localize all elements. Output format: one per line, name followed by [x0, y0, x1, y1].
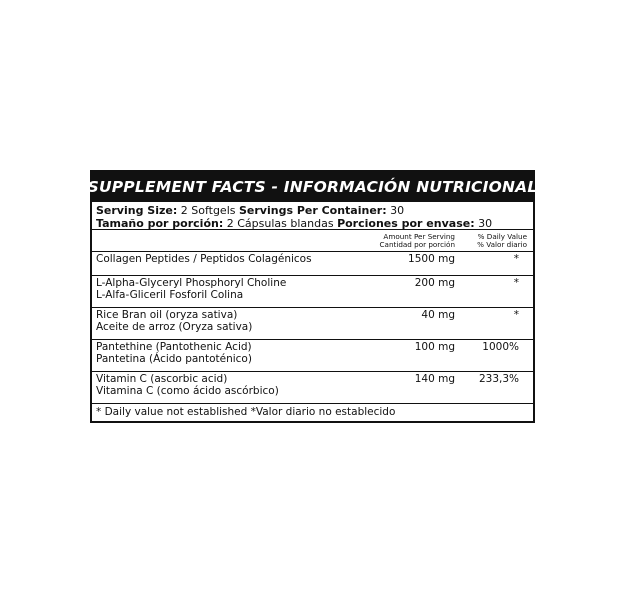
nutrient-name: Vitamin C (ascorbic acid) — [96, 373, 228, 385]
servings-per-container-label: Servings Per Container: — [238, 204, 387, 217]
dv-header-en: % Daily Value — [477, 232, 527, 241]
amount-header-en: Amount Per Serving — [383, 232, 455, 241]
nutrient-name-es: Pantetina (Ácido pantoténico) — [96, 353, 252, 365]
nutrient-row — [92, 340, 533, 372]
serving-line-es — [96, 217, 529, 230]
serving-size-value: 2 Softgels — [177, 204, 239, 217]
supplement-facts-label — [87, 170, 538, 423]
serving-size-value-es: 2 Cápsulas blandas — [223, 217, 338, 230]
footnote: * Daily value not established *Valor diario no establecido — [96, 406, 396, 418]
servings-per-container-label-es: Porciones por envase: — [337, 217, 475, 230]
daily-value-column-header — [477, 233, 527, 249]
nutrient-amount: 40 mg — [421, 309, 455, 321]
column-header — [92, 230, 533, 252]
nutrient-amount: 140 mg — [414, 373, 455, 385]
nutrient-amount: 200 mg — [414, 277, 455, 289]
nutrient-daily-value: 233,3% — [478, 373, 519, 385]
servings-per-container-value: 30 — [386, 204, 405, 217]
nutrient-daily-value: * — [513, 277, 519, 289]
nutrient-name: Pantethine (Pantothenic Acid) — [96, 341, 252, 353]
nutrient-name: Rice Bran oil (oryza sativa) — [96, 309, 238, 321]
nutrient-amount: 100 mg — [414, 341, 455, 353]
nutrient-daily-value: 1000% — [482, 341, 519, 353]
nutrient-row — [92, 308, 533, 340]
nutrient-name-es: L-Alfa-Gliceril Fosforil Colina — [96, 289, 244, 301]
serving-info — [92, 202, 533, 230]
serving-size-label-es: Tamaño por porción: — [96, 217, 224, 230]
nutrient-row — [92, 372, 533, 404]
nutrient-row — [92, 276, 533, 308]
serving-line-en — [96, 204, 529, 217]
nutrient-name-es: Aceite de arroz (Oryza sativa) — [96, 321, 253, 333]
amount-header-es: Cantidad por porción — [379, 240, 455, 249]
nutrient-row — [92, 252, 533, 276]
nutrient-name: Collagen Peptides / Peptidos Colagénicos — [96, 253, 312, 265]
nutrient-amount: 1500 mg — [408, 253, 455, 265]
nutrient-daily-value: * — [513, 309, 519, 321]
nutrient-name-es: Vitamina C (como ácido ascórbico) — [96, 385, 279, 397]
nutrient-name: L-Alpha-Glyceryl Phosphoryl Choline — [96, 277, 287, 289]
label-title: SUPPLEMENT FACTS - INFORMACIÓN NUTRICIONAL — [92, 172, 533, 202]
amount-column-header — [380, 233, 455, 249]
dv-header-es: % Valor diario — [477, 240, 527, 249]
nutrient-daily-value: * — [513, 253, 519, 265]
servings-per-container-value-es: 30 — [474, 217, 493, 230]
serving-size-label: Serving Size: — [96, 204, 178, 217]
